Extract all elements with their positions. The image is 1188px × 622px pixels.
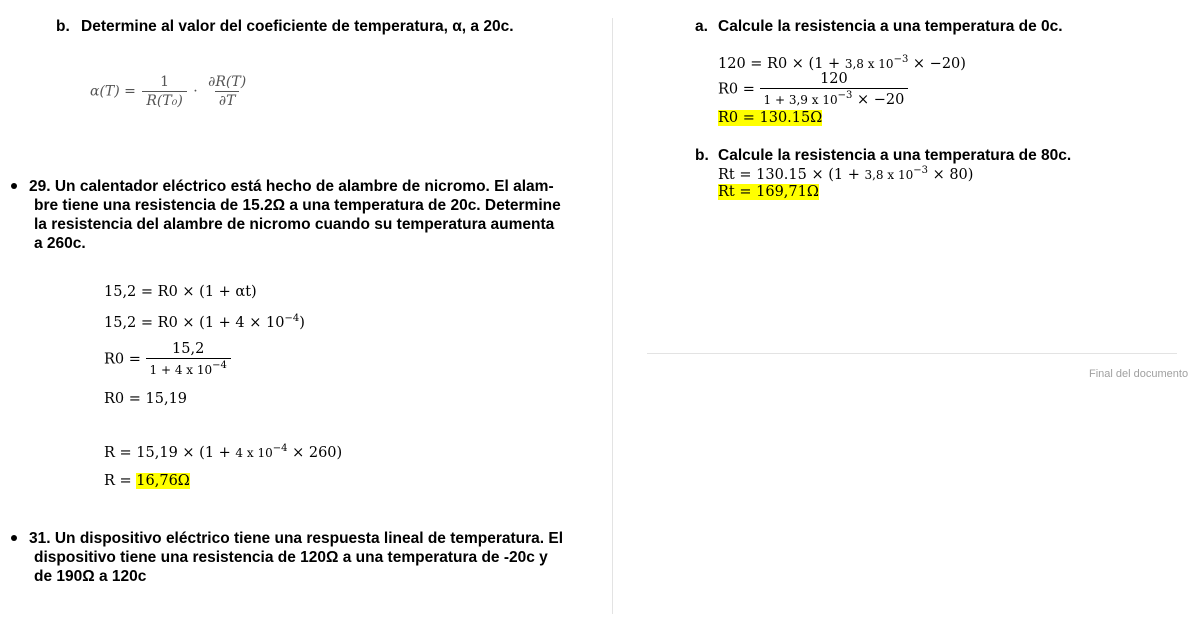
eq-b-1-exp: −3 bbox=[913, 165, 928, 176]
q29-line-4: a 260c. bbox=[34, 235, 86, 252]
eq-a-3 bbox=[718, 110, 822, 126]
item-b-marker: b. bbox=[56, 18, 70, 35]
eq-29-3-den-base: 1 + 4 x 10 bbox=[149, 362, 213, 377]
end-of-document-label: Final del documento bbox=[1089, 368, 1188, 380]
bullet-29 bbox=[11, 183, 17, 189]
eq-29-3-lhs: R0 = bbox=[104, 351, 141, 368]
eq-29-5 bbox=[104, 443, 342, 461]
eq-29-6-lhs: R = bbox=[104, 473, 137, 489]
eq-29-5-exp: −4 bbox=[272, 443, 288, 454]
eq-a-2 bbox=[718, 71, 908, 108]
eq-b-2 bbox=[718, 184, 819, 200]
q31-line-1: 31. Un dispositivo eléctrico tiene una respuesta lineal de temperatura. El bbox=[29, 530, 564, 547]
eq-b-2-result: Rt = 169,71Ω bbox=[718, 184, 819, 200]
eq-a-2-den-end: × −20 bbox=[852, 91, 905, 108]
eq-29-2-exp: −4 bbox=[284, 313, 300, 324]
column-divider bbox=[612, 18, 613, 614]
alpha-frac2-num: ∂R(T) bbox=[208, 74, 247, 90]
item-a-question: Calcule la resistencia a una temperatura de 0c. bbox=[718, 18, 1063, 35]
item-a-marker: a. bbox=[695, 18, 708, 35]
eq-b-1-small: 3,8 x 10 bbox=[864, 167, 914, 182]
question-29 bbox=[29, 177, 561, 253]
item-b-question: Determine al valor del coeficiente de temperatura, α, a 20c. bbox=[81, 18, 514, 35]
eq-a-1-base: 120 = R0 × (1 + bbox=[718, 55, 845, 72]
eq-29-3 bbox=[104, 341, 231, 378]
eq-29-2-end: ) bbox=[299, 314, 305, 331]
eq-29-3-num: 15,2 bbox=[172, 341, 205, 357]
eq-29-6-result: 16,76Ω bbox=[136, 473, 190, 489]
eq-b-1-base: Rt = 130.15 × (1 + bbox=[718, 166, 865, 183]
item-b-right-question: Calcule la resistencia a una temperatura de 80c. bbox=[718, 147, 1072, 164]
alpha-dot: · bbox=[193, 83, 198, 100]
eq-a-2-den bbox=[760, 88, 909, 108]
eq-a-2-lhs: R0 = bbox=[718, 81, 755, 98]
q29-line-1: 29. Un calentador eléctrico está hecho de alambre de nicromo. El alam- bbox=[29, 178, 554, 195]
eq-a-1-small: 3,8 x 10 bbox=[844, 56, 894, 71]
eq-29-5-end: × 260) bbox=[287, 444, 343, 461]
alpha-frac2-den: ∂T bbox=[215, 91, 240, 109]
eq-a-2-den-exp: −3 bbox=[837, 90, 853, 101]
alpha-lhs: α(T) = bbox=[90, 83, 136, 100]
eq-29-2 bbox=[104, 313, 305, 331]
eq-29-2-base: 15,2 = R0 × (1 + 4 × 10 bbox=[104, 314, 285, 331]
eq-a-1-end: × −20) bbox=[908, 55, 966, 72]
eq-29-6 bbox=[104, 473, 190, 489]
eq-b-1 bbox=[718, 165, 973, 183]
q29-line-2: bre tiene una resistencia de 15.2Ω a una temperatura de 20c. Determine bbox=[34, 197, 561, 214]
eq-b-1-end: × 80) bbox=[927, 166, 974, 183]
eq-a-2-den-base: 1 + 3,9 x 10 bbox=[763, 92, 838, 107]
q29-line-3: la resistencia del alambre de nicromo cuando su temperatura aumenta bbox=[34, 216, 555, 233]
item-b-right-marker: b. bbox=[695, 147, 709, 164]
eq-29-5-base: R = 15,19 × (1 + bbox=[104, 444, 236, 461]
eq-29-3-den bbox=[146, 358, 231, 378]
q31-line-3: de 190Ω a 120c bbox=[34, 568, 147, 585]
alpha-frac1-num: 1 bbox=[160, 74, 170, 90]
eq-29-3-den-exp: −4 bbox=[212, 360, 227, 371]
end-separator bbox=[647, 353, 1177, 354]
eq-a-1 bbox=[718, 54, 966, 72]
q31-line-2: dispositivo tiene una resistencia de 120Ω a una temperatura de -20c y bbox=[34, 549, 548, 566]
eq-29-5-small: 4 x 10 bbox=[235, 445, 273, 460]
bullet-31 bbox=[11, 535, 17, 541]
eq-29-1: 15,2 = R0 × (1 + αt) bbox=[104, 284, 257, 300]
eq-a-1-exp: −3 bbox=[893, 54, 909, 65]
eq-a-3-result: R0 = 130.15Ω bbox=[718, 110, 823, 126]
eq-a-2-num: 120 bbox=[820, 71, 848, 87]
alpha-formula bbox=[90, 74, 250, 109]
eq-29-4: R0 = 15,19 bbox=[104, 391, 188, 407]
question-31 bbox=[29, 529, 563, 586]
alpha-frac1-den: R(T₀) bbox=[142, 91, 186, 109]
